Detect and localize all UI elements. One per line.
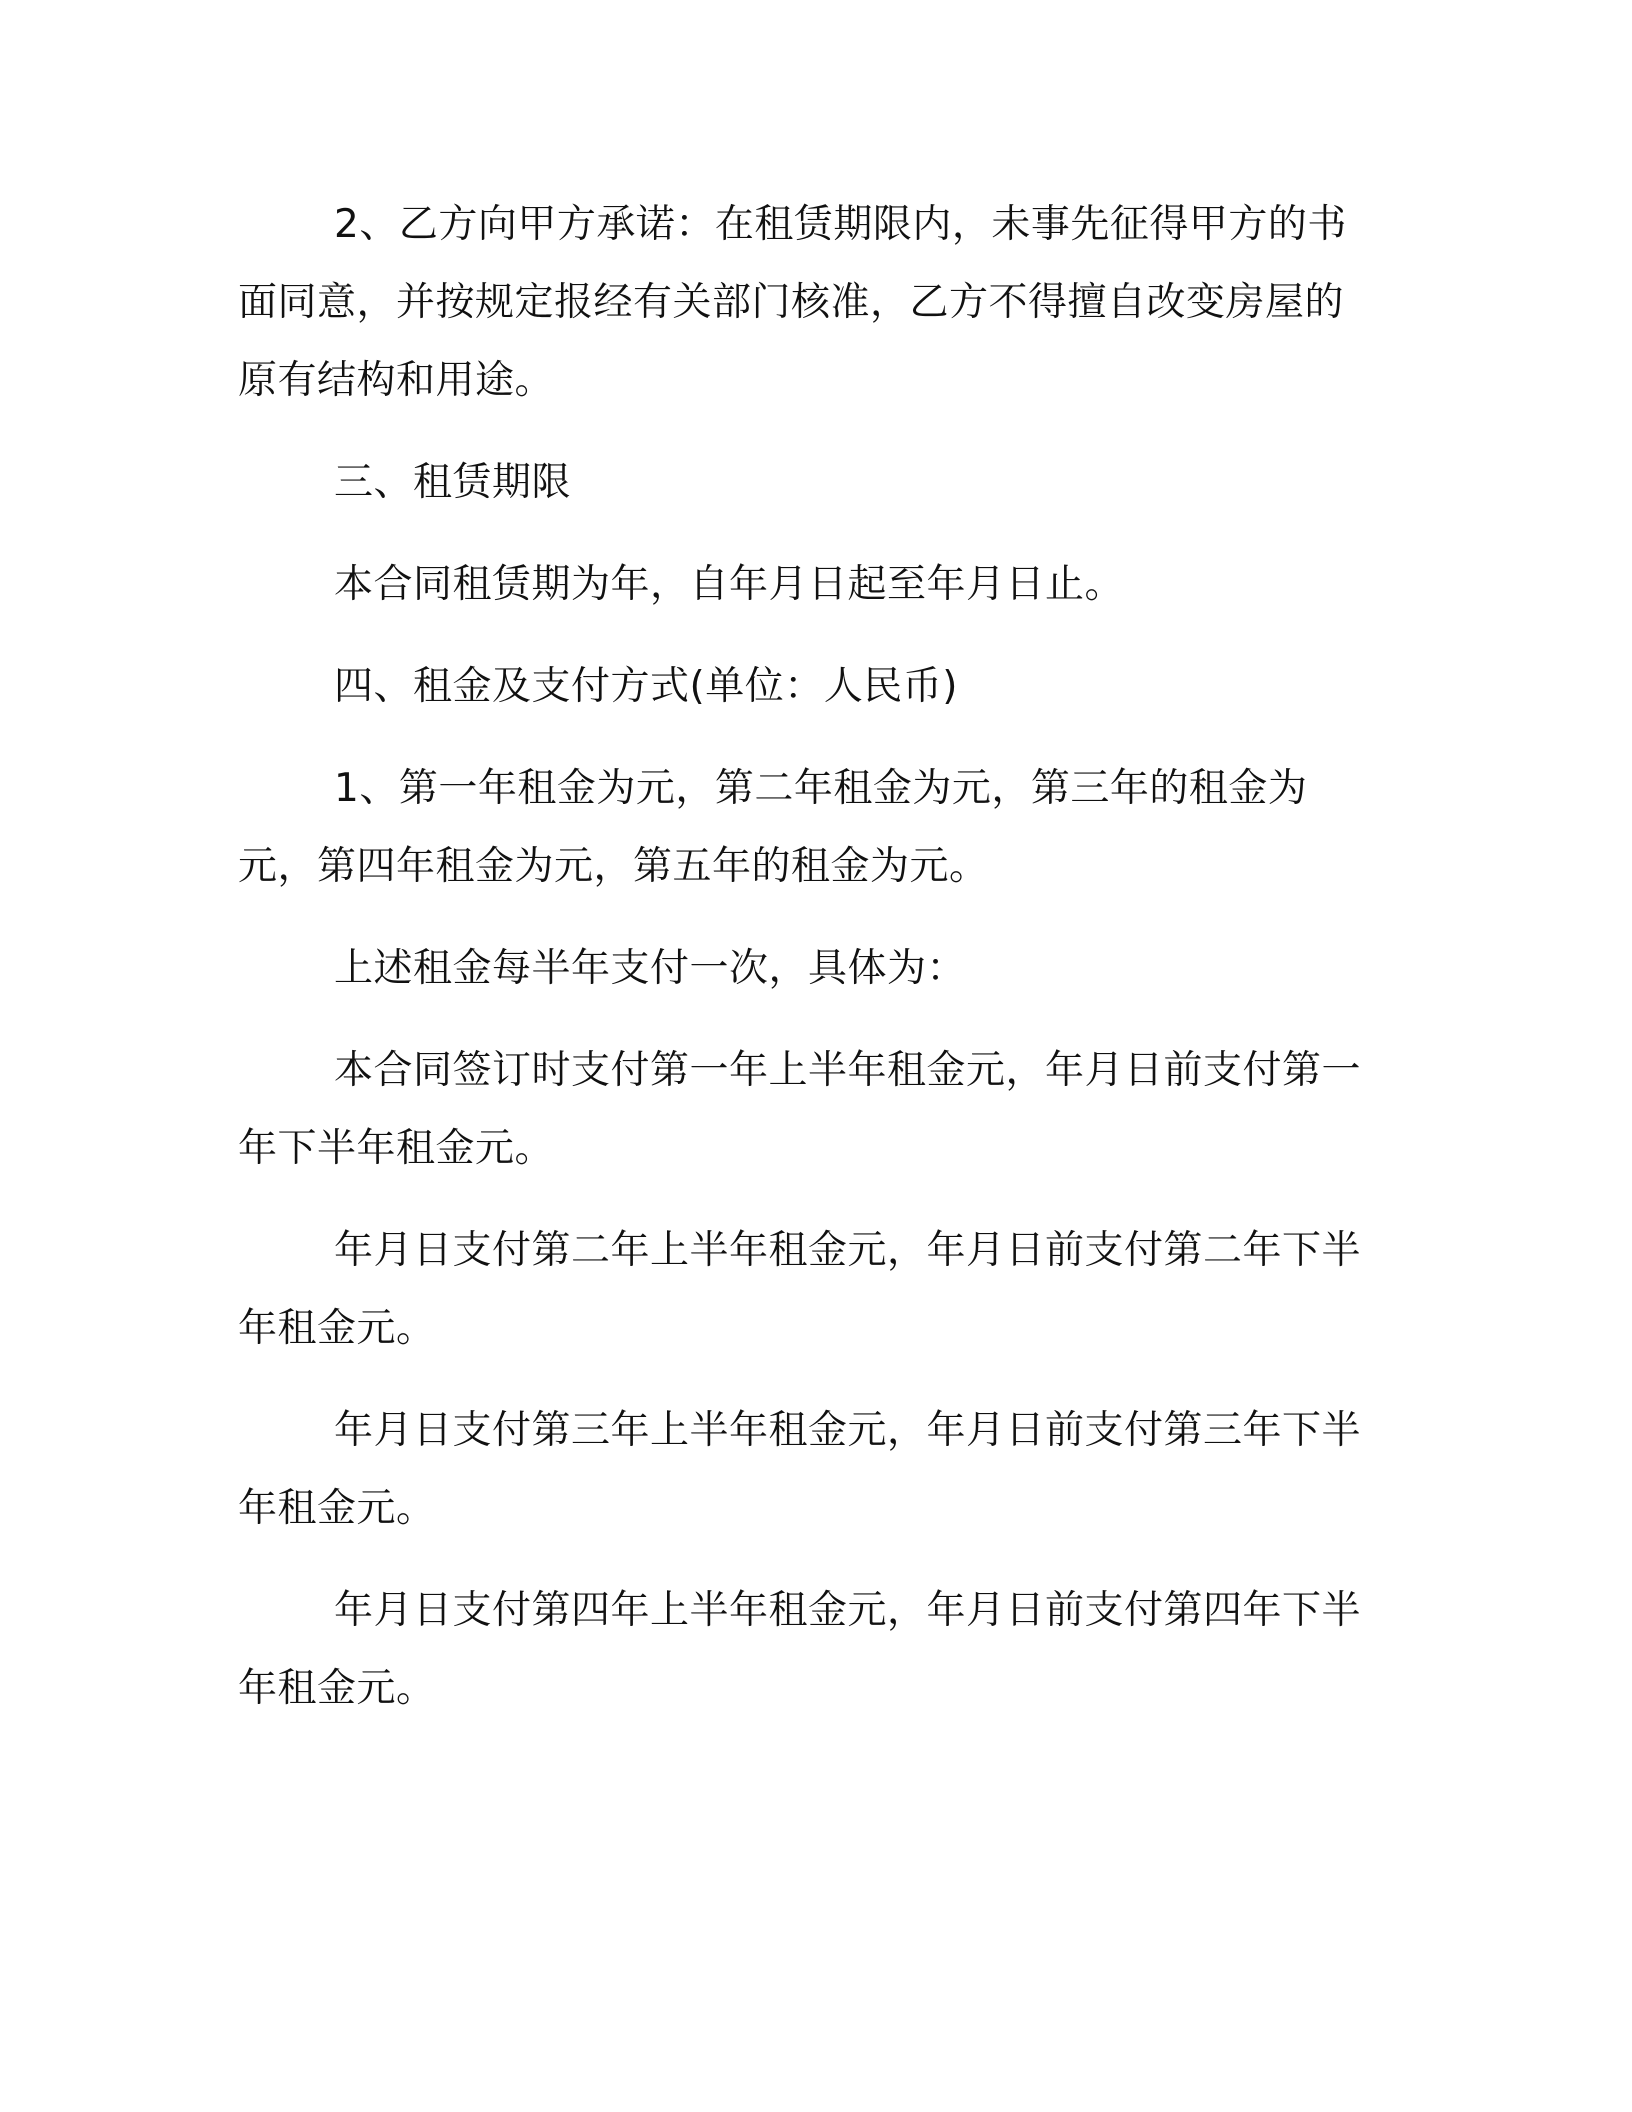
section-4-heading: 四、租金及支付方式(单位：人民币) [334, 664, 958, 709]
payment-year-4-paragraph: 年月日支付第四年上半年租金元，年月日前支付第四年下半年租金元。 [238, 1588, 1362, 1711]
payment-year-3-paragraph: 年月日支付第三年上半年租金元，年月日前支付第三年下半年租金元。 [238, 1408, 1362, 1531]
payment-frequency-paragraph: 上述租金每半年支付一次，具体为： [334, 946, 967, 991]
document-body [238, 186, 1378, 1728]
section-3-heading: 三、租赁期限 [334, 460, 572, 505]
clause-2-promise-paragraph: 2、乙方向甲方承诺：在租赁期限内，未事先征得甲方的书面同意，并按规定报经有关部门核准，乙方不得擅自改变房屋的原有结构和用途。 [238, 202, 1347, 403]
lease-term-paragraph: 本合同租赁期为年，自年月日起至年月日止。 [334, 562, 1125, 607]
payment-year-1-paragraph: 本合同签订时支付第一年上半年租金元，年月日前支付第一年下半年租金元。 [238, 1048, 1362, 1171]
payment-year-2-paragraph: 年月日支付第二年上半年租金元，年月日前支付第二年下半年租金元。 [238, 1228, 1362, 1351]
rent-amounts-paragraph: 1、第一年租金为元，第二年租金为元，第三年的租金为元，第四年租金为元，第五年的租金为元。 [238, 766, 1308, 889]
